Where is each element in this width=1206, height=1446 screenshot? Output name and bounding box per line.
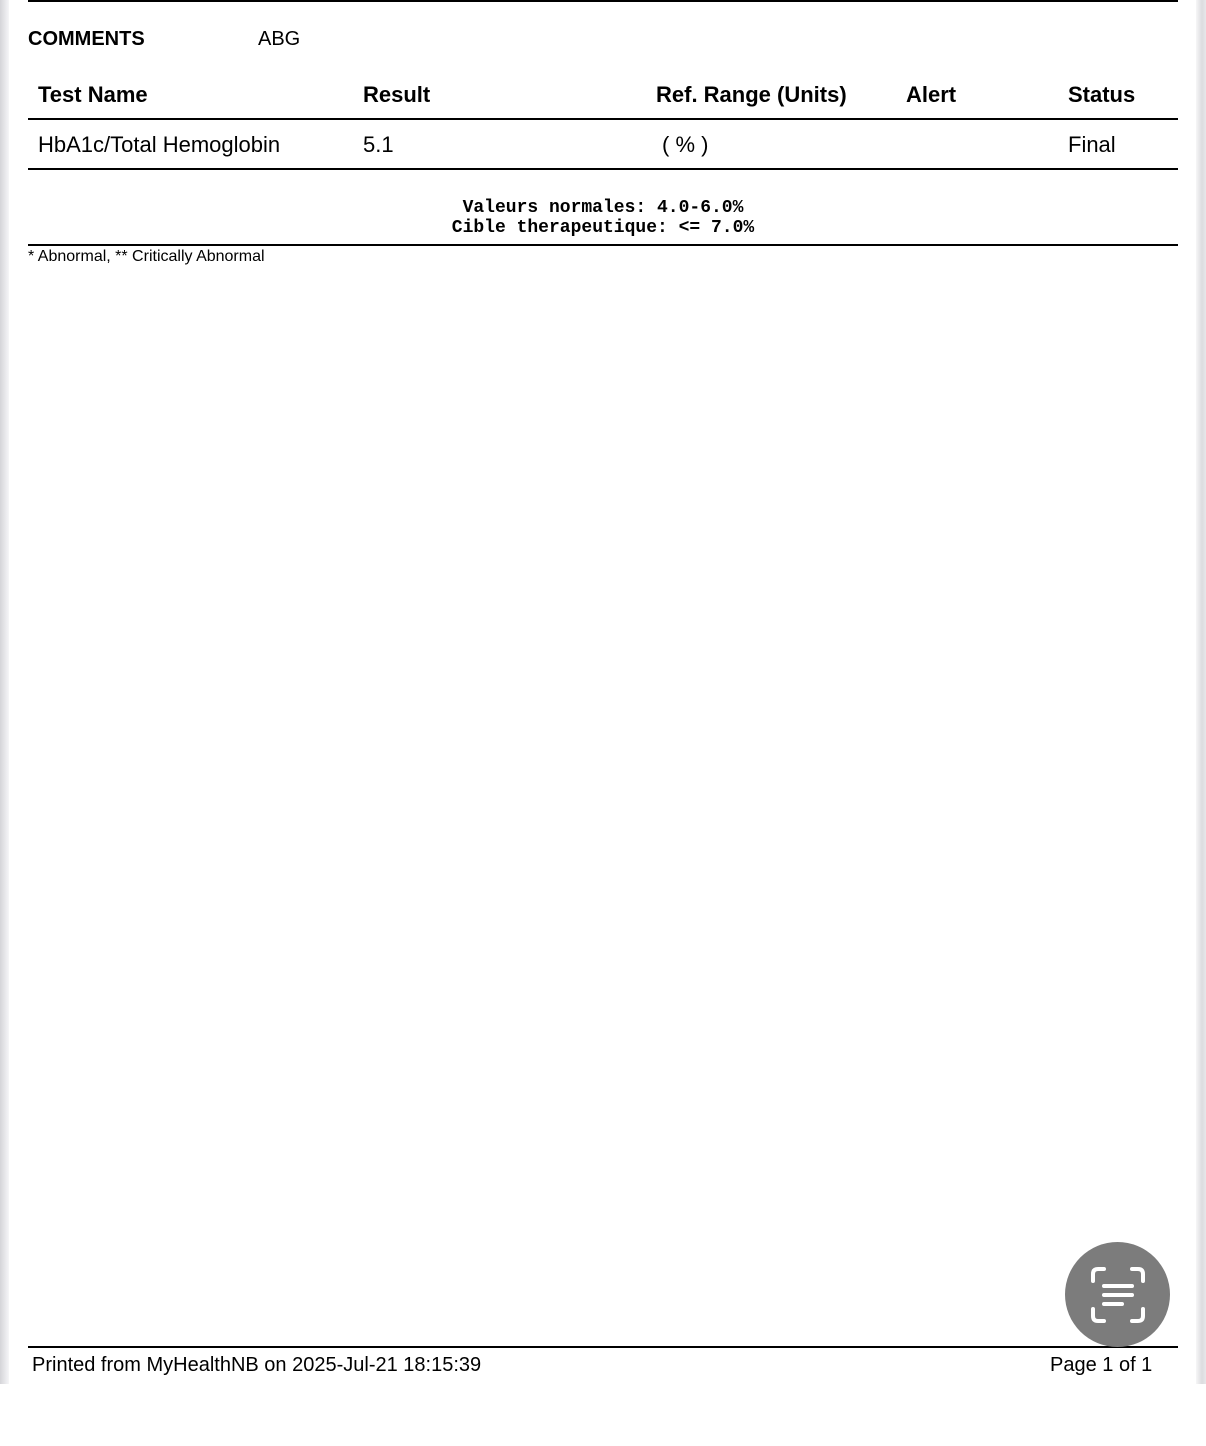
header-ref-range: Ref. Range (Units) bbox=[656, 82, 847, 107]
header-status: Status bbox=[1068, 82, 1136, 107]
header-result: Result bbox=[363, 82, 431, 107]
abnormal-legend: * Abnormal, ** Critically Abnormal bbox=[28, 248, 265, 265]
live-text-scan-button[interactable] bbox=[1065, 1242, 1170, 1347]
therapeutic-target-note: Cible therapeutique: <= 7.0% bbox=[451, 218, 755, 238]
comments-label: COMMENTS bbox=[28, 28, 145, 50]
cell-status: Final bbox=[1068, 132, 1116, 157]
comments-value: ABG bbox=[258, 28, 301, 50]
cell-ref-range: ( % ) bbox=[662, 132, 709, 157]
header-test-name: Test Name bbox=[38, 82, 148, 107]
row-divider bbox=[28, 168, 1178, 170]
page-number: Page 1 of 1 bbox=[1050, 1354, 1153, 1376]
header-alert: Alert bbox=[906, 82, 957, 107]
notes-divider bbox=[28, 244, 1178, 246]
page-left-edge bbox=[0, 0, 9, 1384]
cell-result: 5.1 bbox=[363, 132, 394, 157]
page-right-edge bbox=[1196, 0, 1206, 1384]
normal-values-note: Valeurs normales: 4.0-6.0% bbox=[462, 198, 744, 218]
footer-divider bbox=[28, 1346, 1178, 1348]
live-text-scan-icon bbox=[1089, 1266, 1147, 1324]
header-divider bbox=[28, 118, 1178, 120]
printed-from-text: Printed from MyHealthNB on 2025-Jul-21 18:15:39 bbox=[32, 1354, 482, 1376]
top-divider bbox=[28, 0, 1178, 2]
report-page bbox=[9, 0, 1196, 1384]
cell-test-name: HbA1c/Total Hemoglobin bbox=[38, 132, 281, 157]
